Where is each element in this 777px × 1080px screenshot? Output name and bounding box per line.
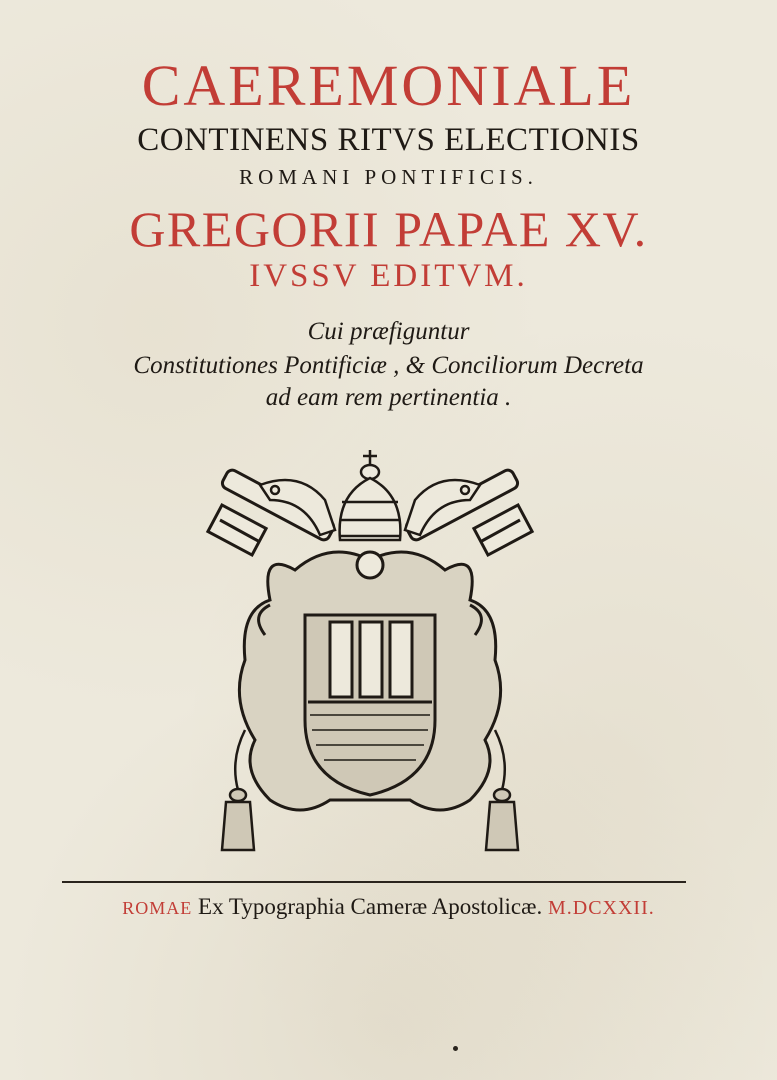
subtitle-line-1: CONTINENS RITVS ELECTIONIS xyxy=(137,122,640,158)
preface-line-1: Cui præfiguntur xyxy=(307,318,470,345)
papal-tiara-icon xyxy=(340,450,401,540)
signature-dot xyxy=(453,1046,458,1051)
papal-coat-of-arms-icon xyxy=(200,440,540,880)
book-title: CAEREMONIALE xyxy=(141,53,636,118)
subtitle-line-2: ROMANI PONTIFICIS. xyxy=(239,165,538,189)
imprint-place: ROMAE xyxy=(122,898,193,918)
preface-line-3: ad eam rem pertinentia . xyxy=(265,384,512,411)
shield-icon xyxy=(305,615,435,795)
edit-line: IVSSV EDITVM. xyxy=(249,258,528,294)
horizontal-rule xyxy=(62,881,686,883)
imprint xyxy=(0,894,777,920)
imprint-publisher: Ex Typographia Cameræ Apostolicæ. xyxy=(198,894,543,919)
preface-line-2: Constitutiones Pontificiæ , & Conciliorum Decreta xyxy=(133,352,644,379)
imprint-year: M.DCXXII. xyxy=(547,897,655,919)
pope-line: GREGORII PAPAE XV. xyxy=(129,201,648,257)
